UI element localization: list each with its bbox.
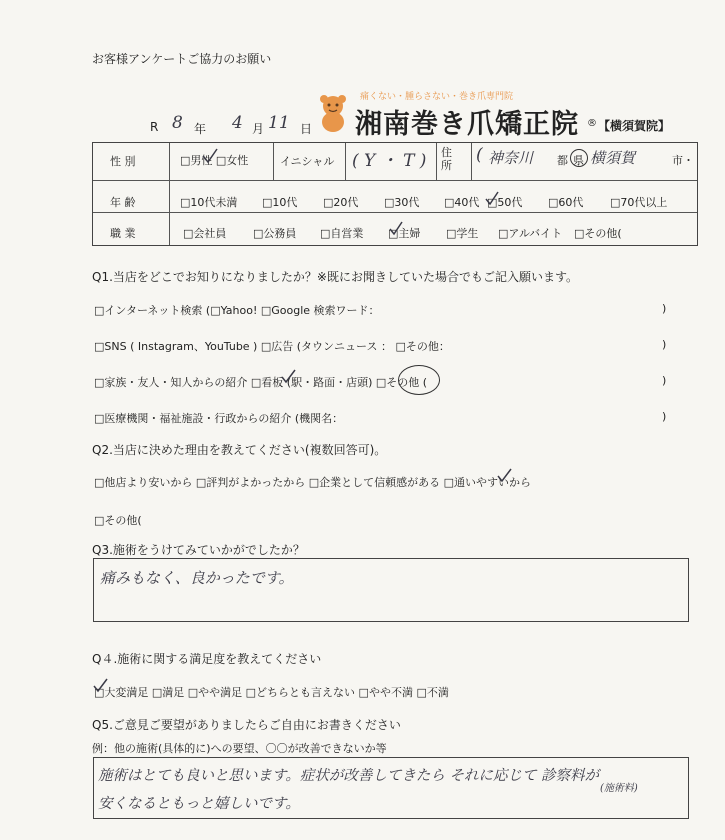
- storefront-circle: [398, 365, 440, 395]
- address-to: 都: [557, 154, 568, 167]
- address-city[interactable]: 横須賀: [590, 149, 636, 167]
- q4-options[interactable]: □大変満足 □満足 □やや満足 □どちらとも言えない □やや不満 □不満: [94, 686, 449, 699]
- address-open-paren: (: [476, 145, 483, 165]
- q4-question: Q４.施術に関する満足度を教えてください: [92, 652, 322, 666]
- q2-options[interactable]: □他店より安いから □評判がよかったから □企業として信頼感がある □通いやすいから: [94, 476, 532, 489]
- address-ken-circle: [570, 149, 588, 167]
- gender-label: 性 別: [110, 155, 136, 168]
- address-prefecture[interactable]: 神奈川: [488, 149, 534, 167]
- survey-title: お客様アンケートご協力のお願い: [92, 52, 272, 66]
- age-option-70plus[interactable]: □70代以上: [610, 196, 668, 209]
- q5-example: 例：他の施術(具体的に)への要望、〇〇が改善できないか等: [92, 742, 387, 755]
- job-option-student[interactable]: □学生: [446, 227, 479, 240]
- job-option-civil[interactable]: □公務員: [253, 227, 297, 240]
- q5-answer-note: (施術料): [600, 783, 638, 794]
- job-option-company[interactable]: □会社員: [183, 227, 227, 240]
- logo-name: 湘南巻き爪矯正院: [355, 109, 579, 140]
- mascot-logo-icon: [312, 92, 354, 134]
- q1-line-family[interactable]: □家族・友人・知人からの紹介 □看板 (駅・路面・店頭) □その他 (: [94, 376, 428, 389]
- q1-line-internet-close: ): [662, 302, 667, 315]
- initial-label: イニシャル: [280, 155, 335, 168]
- q1-question: Q1.当店をどこでお知りになりましたか？※既にお聞きしていた場合でもご記入願います。: [92, 270, 578, 284]
- date-day-label: 日: [300, 122, 313, 136]
- date-prefix: R: [150, 120, 159, 134]
- age-label: 年 齢: [110, 196, 136, 209]
- age-option-60s[interactable]: □60代: [548, 196, 584, 209]
- q5-answer-line1: 施術はとても良いと思います。症状が改善してきたら それに応じて 診察料が: [98, 768, 600, 784]
- q1-line-medical[interactable]: □医療機関・福祉施設・行政からの紹介 (機関名：: [94, 412, 344, 425]
- checkmark-icon: [496, 467, 514, 485]
- gender-options[interactable]: □男性 □女性: [180, 154, 249, 167]
- q1-line-medical-close: ): [662, 410, 667, 423]
- address-label: 住 所: [441, 146, 452, 172]
- q1-line-sns[interactable]: □SNS ( Instagram、YouTube ) □広告 (タウンニュース ： □その他：: [94, 340, 450, 353]
- date-year: 8: [172, 113, 183, 133]
- checkmark-icon: [92, 677, 110, 695]
- q5-question: Q5.ご意見ご要望がありましたらご自由にお書きください: [92, 718, 401, 732]
- job-option-parttime[interactable]: □アルバイト: [498, 227, 563, 240]
- checkmark-icon: [200, 146, 220, 166]
- q1-line-internet[interactable]: □インターネット検索 (□Yahoo! □Google 検索ワード：: [94, 304, 380, 317]
- initial-value[interactable]: ( Y ・ T ): [352, 151, 427, 171]
- q1-line-family-close: ): [662, 374, 667, 387]
- q2-other[interactable]: □その他(: [94, 514, 142, 527]
- q3-answer: 痛みもなく、良かったです。: [100, 569, 294, 587]
- address-ken: 県: [573, 154, 584, 167]
- job-label: 職 業: [110, 227, 136, 240]
- job-option-self[interactable]: □自営業: [320, 227, 364, 240]
- job-option-other[interactable]: □その他(: [574, 227, 622, 240]
- date-month-label: 月: [252, 122, 265, 136]
- logo-tagline: 痛くない・腫らさない・巻き爪専門院: [360, 92, 514, 102]
- q3-question: Q3.施術をうけてみていかがでしたか？: [92, 543, 305, 557]
- age-option-under10[interactable]: □10代未満: [180, 196, 238, 209]
- date-month: 4: [232, 113, 243, 133]
- age-option-20s[interactable]: □20代: [323, 196, 359, 209]
- date-day: 11: [268, 113, 290, 133]
- age-option-10s[interactable]: □10代: [262, 196, 298, 209]
- logo-mark: ®: [587, 118, 597, 129]
- q5-answer-line2: 安くなるともっと嬉しいです。: [98, 796, 300, 812]
- age-option-50s[interactable]: □50代: [487, 196, 523, 209]
- job-option-homemaker[interactable]: □主婦: [388, 227, 421, 240]
- q2-question: Q2.当店に決めた理由を教えてください(複数回答可)。: [92, 443, 387, 457]
- address-shi: 市・: [672, 154, 694, 167]
- age-option-30s[interactable]: □30代: [384, 196, 420, 209]
- q1-line-sns-close: ): [662, 338, 667, 351]
- checkmark-icon: [280, 368, 298, 386]
- branch-label: 【横須賀院】: [598, 119, 671, 133]
- checkmark-icon: [388, 220, 404, 238]
- age-option-40s[interactable]: □40代: [444, 196, 480, 209]
- checkmark-icon: [484, 190, 500, 208]
- date-year-label: 年: [194, 122, 207, 136]
